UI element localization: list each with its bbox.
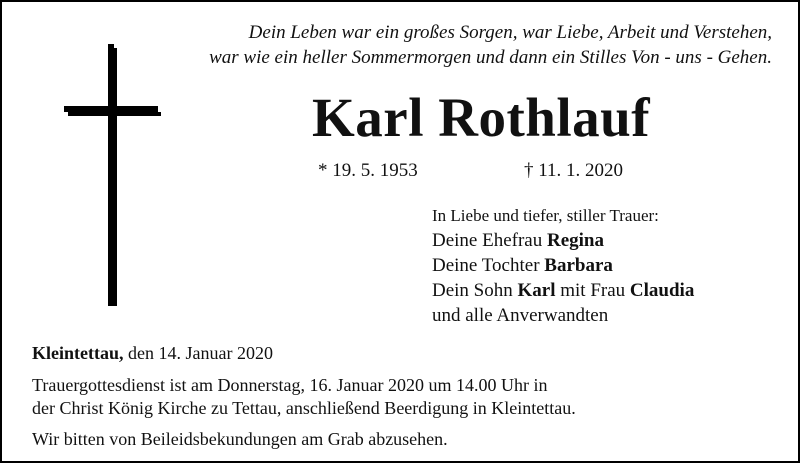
- mourner-wife-label: Deine Ehefrau: [432, 230, 547, 251]
- mourner-daughter-name: Barbara: [544, 255, 613, 276]
- mourner-son-label: Dein Sohn: [432, 280, 518, 301]
- birth-date: * 19. 5. 1953: [318, 160, 418, 181]
- funeral-service-info: [32, 374, 576, 420]
- place-name: Kleintettau,: [32, 343, 124, 363]
- mourner-son-wife-name: Claudia: [629, 280, 695, 301]
- mourners-intro: In Liebe und tiefer, stiller Trauer:: [432, 206, 659, 225]
- deceased-name: Karl Rothlauf: [312, 87, 651, 148]
- cross-icon: [62, 42, 172, 312]
- mourner-son: [432, 278, 694, 303]
- death-date: † 11. 1. 2020: [524, 160, 624, 181]
- mourner-daughter-label: Deine Tochter: [432, 255, 545, 276]
- mourner-wife: [432, 228, 694, 253]
- service-line-2: der Christ König Kirche zu Tettau, anschließend Beerdigung in Kleintettau.: [32, 398, 576, 418]
- mourner-son-name: Karl: [517, 280, 556, 301]
- mourners-list: [432, 228, 694, 328]
- memorial-quote: [209, 20, 772, 70]
- mourner-son-mid: mit Frau: [555, 280, 630, 301]
- notice-date: den 14. Januar 2020: [123, 343, 273, 363]
- place-date: [32, 343, 273, 364]
- mourner-daughter: [432, 253, 694, 278]
- condolence-request: Wir bitten von Beileidsbekundungen am Grab abzusehen.: [32, 429, 448, 449]
- quote-line-1: Dein Leben war ein großes Sorgen, war Liebe, Arbeit und Verstehen,: [248, 22, 772, 43]
- quote-line-2: war wie ein heller Sommermorgen und dann ein Stilles Von - uns - Gehen.: [209, 47, 772, 68]
- service-line-1: Trauergottesdienst ist am Donnerstag, 16. Januar 2020 um 14.00 Uhr in: [32, 375, 548, 395]
- mourner-wife-name: Regina: [547, 230, 604, 251]
- mourner-others: und alle Anverwandten: [432, 305, 609, 326]
